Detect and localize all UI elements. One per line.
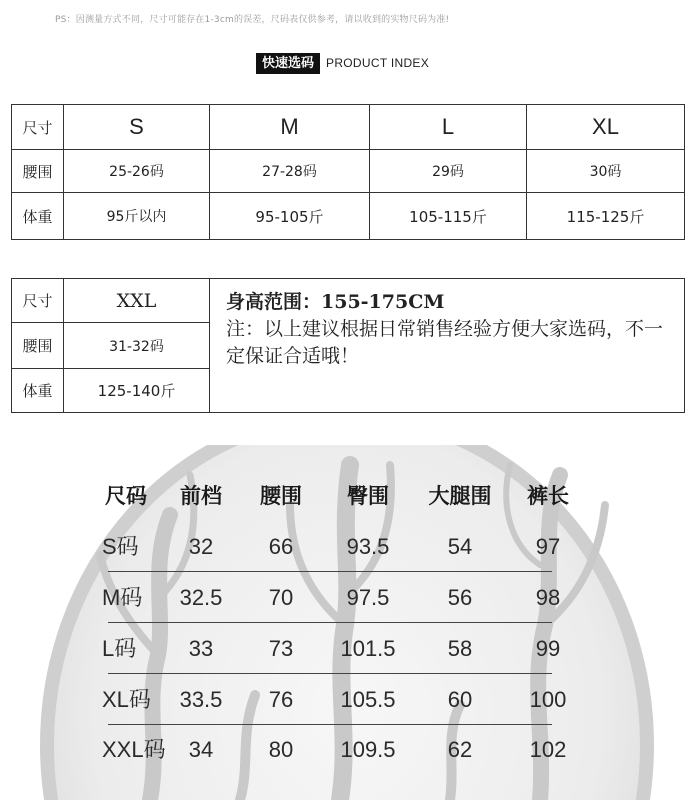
row-divider: [108, 622, 552, 623]
size-header-cell: S: [64, 105, 210, 150]
size-name-cell: S码: [102, 534, 139, 559]
measure-value-cell: 60: [447, 687, 473, 712]
weight-cell: 125-140斤: [64, 369, 210, 413]
table-row: [12, 150, 685, 193]
measure-value-cell: 76: [268, 687, 294, 712]
column-header: 臀围: [347, 485, 389, 508]
weight-cell: 105-115斤: [370, 193, 527, 240]
height-range-text: 身高范围：155-175CM: [226, 291, 445, 313]
measure-value-cell: 101.5: [340, 636, 396, 661]
measure-value-cell: 70: [268, 585, 294, 610]
measure-row: [40, 527, 654, 567]
measure-row: [40, 680, 654, 720]
measure-value-cell: 56: [447, 585, 473, 610]
weight-cell: 95斤以内: [64, 193, 210, 240]
measure-row: [40, 578, 654, 618]
size-label-cell: 尺寸: [12, 105, 64, 150]
measure-row: [40, 629, 654, 669]
size-recommendation-table-xxl: [11, 278, 685, 413]
measure-value-cell: 62: [447, 737, 473, 762]
table-row: [12, 193, 685, 240]
size-name-cell: L码: [102, 636, 137, 661]
measure-value-cell: 54: [447, 534, 473, 559]
size-header-cell: M: [210, 105, 370, 150]
size-name-cell: XL码: [102, 687, 151, 712]
size-header-cell: XL: [527, 105, 685, 150]
measure-value-cell: 102: [529, 737, 567, 762]
measurement-chart: [40, 445, 654, 800]
column-header: 前档: [180, 485, 222, 508]
section-title-en: PRODUCT INDEX: [326, 56, 430, 70]
size-name-cell: M码: [102, 585, 143, 610]
waist-label-cell: 腰围: [12, 323, 64, 369]
waist-cell: 27-28码: [210, 150, 370, 193]
measure-value-cell: 33: [188, 636, 214, 661]
size-label-cell: 尺寸: [12, 279, 64, 323]
measure-value-cell: 66: [268, 534, 294, 559]
measure-value-cell: 80: [268, 737, 294, 762]
waist-cell: 30码: [527, 150, 685, 193]
measure-value-cell: 73: [268, 636, 294, 661]
weight-cell: 115-125斤: [527, 193, 685, 240]
size-header-cell: L: [370, 105, 527, 150]
measure-value-cell: 100: [529, 687, 567, 712]
size-advice-note: 注：以上建议根据日常销售经验方便大家选码，不一定保证合适哦！: [226, 318, 664, 367]
section-title-zh: 快速选码: [256, 53, 320, 74]
measure-value-cell: 32: [188, 534, 214, 559]
measure-value-cell: 34: [188, 737, 214, 762]
measure-value-cell: 97.5: [346, 585, 390, 610]
measure-value-cell: 93.5: [346, 534, 390, 559]
size-name-cell: XXL码: [102, 737, 166, 762]
size-recommendation-table: [11, 104, 685, 240]
section-title: [256, 52, 429, 74]
row-divider: [108, 724, 552, 725]
measure-value-cell: 99: [535, 636, 561, 661]
column-header: 裤长: [527, 485, 569, 508]
waist-cell: 25-26码: [64, 150, 210, 193]
measure-value-cell: 58: [447, 636, 473, 661]
waist-label-cell: 腰围: [12, 150, 64, 193]
measure-value-cell: 32.5: [179, 585, 223, 610]
column-header: 大腿围: [428, 485, 492, 508]
measure-value-cell: 33.5: [179, 687, 223, 712]
size-info-cell: [210, 279, 685, 413]
weight-label-cell: 体重: [12, 369, 64, 413]
weight-cell: 95-105斤: [210, 193, 370, 240]
measure-header-row: [40, 477, 654, 517]
table-row: [12, 279, 685, 323]
waist-cell: 31-32码: [64, 323, 210, 369]
measure-value-cell: 109.5: [340, 737, 396, 762]
measure-value-cell: 98: [535, 585, 561, 610]
column-header: 尺码: [105, 485, 147, 508]
measure-value-cell: 97: [535, 534, 561, 559]
measure-row: [40, 730, 654, 770]
table-row: [12, 105, 685, 150]
row-divider: [108, 571, 552, 572]
waist-cell: 29码: [370, 150, 527, 193]
size-header-cell: XXL: [64, 279, 210, 323]
column-header: 腰围: [260, 485, 302, 508]
measurement-disclaimer: PS：因测量方式不同，尺寸可能存在1-3cm的误差，尺码表仅供参考，请以收到的实物尺码为准!: [55, 15, 450, 25]
row-divider: [108, 673, 552, 674]
weight-label-cell: 体重: [12, 193, 64, 240]
measure-value-cell: 105.5: [340, 687, 396, 712]
